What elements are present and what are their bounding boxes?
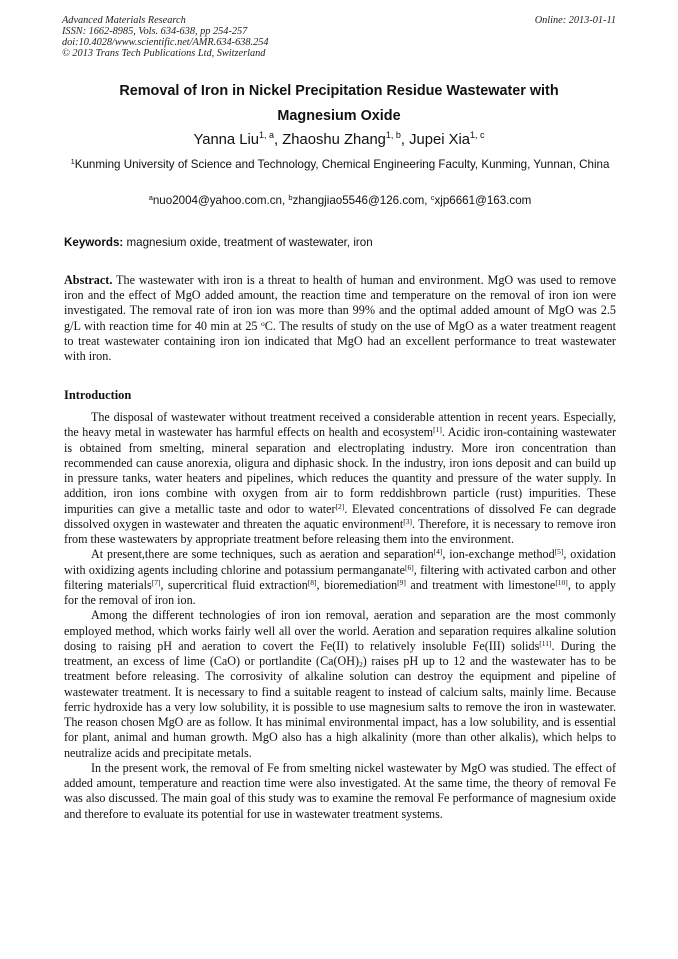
author-affiliation-mark: 1, c [470, 130, 485, 140]
paper-title-line-1: Removal of Iron in Nickel Precipitation Residue Wastewater with [119, 83, 559, 99]
degree-mark: o [261, 318, 265, 328]
keywords [64, 236, 616, 250]
intro-text: ) raises pH up to 12 and the wastewater has to be treatment before releasing. The corrosivity of alkaline solution can destroy the equipment and pipeline of wastewater treatment. It is necessary to find a suitable reagent to instead of calcium salts, mainly lime. Because ferric hydroxide has a very low solubility, it is possible to use magnesium salts to remove the iron in wastewater. The reason chosen MgO are as follow. It has minimal environmental impact, has a low solubility, and is essential for plant, animal and human growth. MgO also has a high alkalinity (more than other alkalis), which helps to neutralize acids and precipitate metals. [64, 654, 616, 760]
email-address[interactable]: xjp6661@163.com [434, 194, 532, 207]
citation-ref[interactable]: [7] [151, 577, 161, 587]
citation-ref[interactable]: [6] [404, 562, 414, 572]
author-affiliation-mark: 1, a [259, 130, 275, 140]
email-mark: c [430, 193, 435, 202]
intro-text: , filtering with activated carbon and other filtering materials [64, 562, 616, 592]
affiliation-text: Kunming University of Science and Technology, Chemical Engineering Faculty, Kunming, Yunnan, China [74, 158, 610, 171]
author-name: Zhaoshu Zhang [282, 132, 386, 148]
email-address[interactable]: nuo2004@yahoo.com.cn [152, 194, 282, 207]
journal-name: Advanced Materials Research [62, 15, 186, 26]
affiliation-mark: 1 [70, 157, 75, 166]
citation-ref[interactable]: [11] [539, 638, 552, 648]
keywords-label: Keywords: [64, 236, 124, 249]
intro-text: . Therefore, it is necessary to remove iron from these wastewaters by appropriate treatment before releasing them into the environment. [64, 516, 617, 546]
issn-line: ISSN: 1662-8985, Vols. 634-638, pp 254-257 [62, 26, 248, 37]
citation-ref[interactable]: [10] [555, 577, 568, 587]
intro-text: Among the different technologies of iron ion removal, aeration and separation are the most commonly employed method, which works fairly well all over the world. Aeration and separation requires alkaline solution dosing to raising pH and aeration to covert the Fe(II) to relatively insoluble Fe(III) solids [64, 608, 616, 653]
abstract-label: Abstract. [64, 273, 113, 287]
section-heading-introduction: Introduction [64, 388, 132, 402]
author-list [40, 130, 638, 150]
citation-ref[interactable]: [5] [554, 547, 564, 557]
citation-ref[interactable]: [8] [307, 577, 317, 587]
intro-text: At present,there are some techniques, such as aeration and separation [91, 547, 434, 562]
intro-paragraph [64, 761, 616, 822]
intro-text: In the present work, the removal of Fe from smelting nickel wastewater by MgO was studied. The effect of added amount, temperature and reaction time were also investigated. At the same time, the theory of removal Fe was also discussed. The main goal of this study was to examine the removal Fe performance of magnesium oxide and therefore to evaluate its potential for use in wastewater treatment systems. [64, 760, 616, 821]
intro-paragraph [64, 608, 616, 761]
intro-text: . Acidic iron-containing wastewater is obtained from smelting, mineral separation and electroplating industry. More iron concentration than recommended can cause anorexia, oligura and diphasic shock. In the industry, iron ions deposit and can build up in pressure tanks, water heaters and pipelines, which reduces the quantity and pressure of the water supply. In addition, iron ions combine with oxygen from air to form reddishbrown particle (rust) impurities. These impurities can give a metallic taste and odor to water [64, 425, 616, 516]
email-mark: a [148, 193, 153, 202]
journal-header [62, 15, 616, 59]
citation-ref[interactable]: [9] [397, 577, 406, 587]
online-date: Online: 2013-01-11 [534, 15, 616, 26]
introduction-body [64, 410, 616, 822]
intro-text: , ion-exchange method [442, 547, 555, 562]
email-separator: , [424, 194, 431, 207]
intro-text: and treatment with limestone [405, 577, 556, 592]
email-separator: , [281, 194, 289, 207]
intro-text: . During the treatment, an excess of lime (CaO) or portlandite (Ca(OH) [64, 638, 617, 668]
citation-ref[interactable]: [3] [403, 516, 412, 526]
copyright-line: © 2013 Trans Tech Publications Ltd, Switzerland [62, 48, 266, 59]
author-separator: , [400, 132, 410, 148]
abstract [64, 273, 616, 364]
intro-text: The disposal of wastewater without treatment received a considerable attention in recent years. Especially, the heavy metal in wastewater has harmful effects on health and ecosystem [64, 410, 616, 440]
subscript: 2 [359, 660, 363, 669]
keywords-text: magnesium oxide, treatment of wastewater, iron [123, 236, 373, 249]
email-address[interactable]: zhangjiao5546@126.com [292, 194, 425, 207]
intro-text: . Elevated concentrations of dissolved Fe can degrade dissolved oxygen in wastewater and threaten the aquatic environment [64, 501, 617, 531]
affiliation [64, 157, 616, 172]
author-name: Yanna Liu [193, 132, 259, 148]
intro-text: , bioremediation [316, 577, 398, 592]
paper-title-line-2: Magnesium Oxide [277, 108, 401, 124]
intro-text: , to apply for the removal of iron ion. [64, 577, 616, 607]
intro-text: , oxidation with oxidizing agents including chlorine and potassium permanganate [64, 547, 616, 577]
doi-line[interactable]: doi:10.4028/www.scientific.net/AMR.634-638.254 [62, 37, 269, 48]
citation-ref[interactable]: [2] [335, 501, 345, 511]
intro-text: , supercritical fluid extraction [160, 577, 308, 592]
intro-paragraph [64, 547, 616, 608]
abstract-text-end: C. The results of study on the use of MgO as a water treatment reagent to treat wastewater containing iron ion indicated that MgO had an excellent performance to treat wastewater with iron. [64, 318, 616, 364]
citation-ref[interactable]: [1] [433, 425, 442, 435]
citation-ref[interactable]: [4] [433, 547, 443, 557]
author-name: Jupei Xia [409, 132, 471, 148]
abstract-text: The wastewater with iron is a threat to health of human and environment. MgO was used to remove iron and the effect of MgO added amount, the reaction time and temperature on the removal of iron ion were investigated. The removal rate of iron ion was more than 99% and the optimal added amount of MgO was 2.5 g/L with reaction time for 40 min at 25 [64, 273, 616, 333]
author-affiliation-mark: 1, b [385, 130, 401, 140]
email-mark: b [288, 193, 293, 202]
intro-paragraph [64, 410, 616, 547]
author-separator: , [274, 132, 283, 148]
email-list [64, 194, 616, 208]
